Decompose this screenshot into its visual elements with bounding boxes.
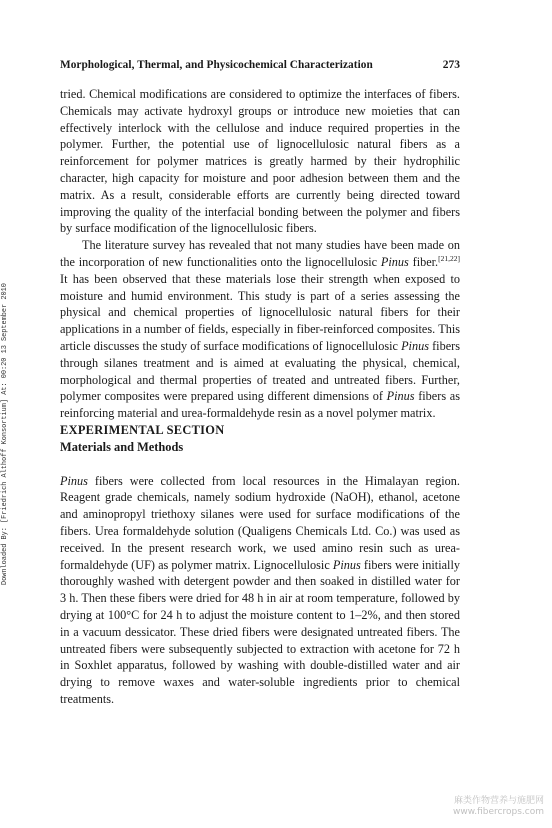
paragraph-intro-continued: tried. Chemical modifications are considered to optimize the interfaces of fibers. Chemicals may activate hydroxyl groups or introduce new moieties that can effectively interlock with the cellulose and induce required properties in the polymer. Further, the potential use of lignocellulosic natural fibers as a reinforcement for polymer matrices is greatly harmed by their hydrophilic character, high capacity for moisture and poor adhesion between them and the matrix. As a result, considerable efforts are currently being directed toward improving the quality of the interfacial bonding between the polymer and fibers by surface modification of the lignocellulosic fibers. [60,87,460,236]
paragraph-text: fibers through silanes treatment and is aimed at evaluating the physical, chemical, morphological and thermal properties of treated and untreated fibers. Further, polymer composites were prepared using different dimensions of [60,338,460,404]
species-name: Pinus [380,254,409,269]
paragraph-text: fibers were initially thoroughly washed with detergent powder and then soaked in distilled water for 3 h. Then these fibers were dried for 48 h in air at room temperature, followed by drying at 100°C for 24 h to adjust the moisture content to 1–2%, and then stored in a vacuum dessicator. These dried fibers were designated untreated fibers. The untreated fibers were subsequently subjected to extraction with acetone for 72 h in Soxhlet apparatus, followed by washing with double-distilled water and air drying to remove waxes and water-soluble ingredients prior to chemical treatments. [60,557,460,706]
species-name: Pinus [401,338,429,353]
citation-reference[interactable]: [21,22] [438,253,460,263]
species-name: Pinus [386,389,415,404]
paragraph-text: fibers as reinforcing material and urea-formaldehyde resin as a novel polymer matrix. [60,389,460,421]
paragraph-text: fibers were collected from local resources in the Himalayan region. Reagent grade chemicals, namely sodium hydroxide (NaOH), ethanol, acetone and aminopropyl triethoxy silanes were used for surface modifications of the fibers. Urea formaldehyde solution (Qualigens Chemicals Ltd. Co.) was used as received. In the present research work, we used amino resin such as urea-formaldehyde (UF) as polymer matrix. Lignocellulosic [60,473,460,572]
article-body [60,86,460,708]
species-name: Pinus [332,557,361,572]
download-notice: Downloaded By: [Friedrich Althoff Konsortium] At: 00:20 13 September 2010 [1,283,9,585]
paragraph-text: fiber. [408,254,439,269]
subsection-heading: Materials and Methods [60,439,184,454]
paragraph-materials [60,473,460,708]
watermark-title: 麻类作物营养与施肥网 [453,796,544,806]
paragraph-literature-survey [60,237,460,422]
watermark [453,796,544,818]
running-header: Morphological, Thermal, and Physicochemical Characterization [60,59,373,71]
watermark-url: www.fibercrops.com [453,807,544,817]
paragraph-text: The literature survey has revealed that not many studies have been made on the incorporation of new functionalities onto the lignocellulosic [60,238,460,269]
page-number: 273 [442,59,460,71]
section-heading: EXPERIMENTAL SECTION [60,422,225,437]
species-name: Pinus [60,473,88,488]
paragraph-text: It has been observed that these materials lose their strength when exposed to moisture and humid environment. This study is part of a series assessing the physical and chemical properties of lignocellulosic natural fibers for their applications in a number of fields, especially in fiber-reinforced composites. This article discusses the study of surface modifications of lignocellulosic [60,271,460,353]
